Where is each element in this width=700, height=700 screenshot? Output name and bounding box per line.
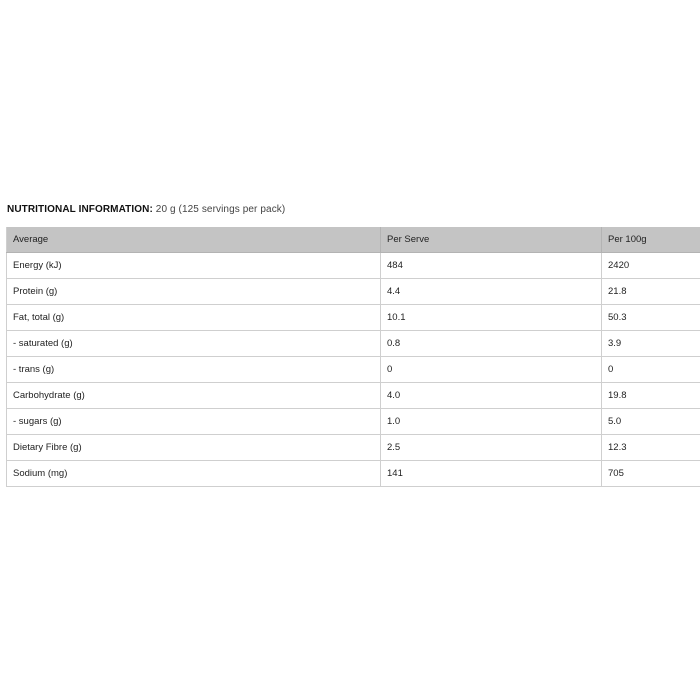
per-serve-value: 4.0 <box>381 383 602 409</box>
per-100g-value: 2420 <box>602 253 700 279</box>
table-row <box>7 383 700 409</box>
per-serve-value: 484 <box>381 253 602 279</box>
nutrient-name: Energy (kJ) <box>7 253 381 279</box>
nutrient-name: Fat, total (g) <box>7 305 381 331</box>
table-row <box>7 409 700 435</box>
per-100g-value: 705 <box>602 461 700 487</box>
per-serve-value: 141 <box>381 461 602 487</box>
nutrient-name: Protein (g) <box>7 279 381 305</box>
table-row <box>7 253 700 279</box>
per-100g-value: 12.3 <box>602 435 700 461</box>
per-serve-value: 4.4 <box>381 279 602 305</box>
per-100g-value: 21.8 <box>602 279 700 305</box>
nutrient-name: Sodium (mg) <box>7 461 381 487</box>
table-row <box>7 435 700 461</box>
nutrient-name: - saturated (g) <box>7 331 381 357</box>
per-100g-value: 5.0 <box>602 409 700 435</box>
column-header-average: Average <box>7 227 381 253</box>
nutrient-name: - sugars (g) <box>7 409 381 435</box>
nutrition-table <box>6 227 700 487</box>
per-100g-value: 50.3 <box>602 305 700 331</box>
per-serve-value: 10.1 <box>381 305 602 331</box>
table-row <box>7 331 700 357</box>
serving-size: 20 g (125 servings per pack) <box>152 204 286 215</box>
per-100g-value: 3.9 <box>602 331 700 357</box>
table-row <box>7 279 700 305</box>
heading-label: NUTRITIONAL INFORMATION: <box>7 204 153 215</box>
per-serve-value: 2.5 <box>381 435 602 461</box>
column-header-per-100g: Per 100g <box>602 227 700 253</box>
per-serve-value: 0.8 <box>381 331 602 357</box>
nutrient-name: Dietary Fibre (g) <box>7 435 381 461</box>
per-100g-value: 0 <box>602 357 700 383</box>
column-header-per-serve: Per Serve <box>381 227 602 253</box>
per-serve-value: 0 <box>381 357 602 383</box>
nutrition-heading <box>7 204 285 215</box>
per-100g-value: 19.8 <box>602 383 700 409</box>
nutrient-name: Carbohydrate (g) <box>7 383 381 409</box>
table-row <box>7 357 700 383</box>
per-serve-value: 1.0 <box>381 409 602 435</box>
nutrient-name: - trans (g) <box>7 357 381 383</box>
table-header-row <box>7 227 700 253</box>
table-row <box>7 305 700 331</box>
table-row <box>7 461 700 487</box>
